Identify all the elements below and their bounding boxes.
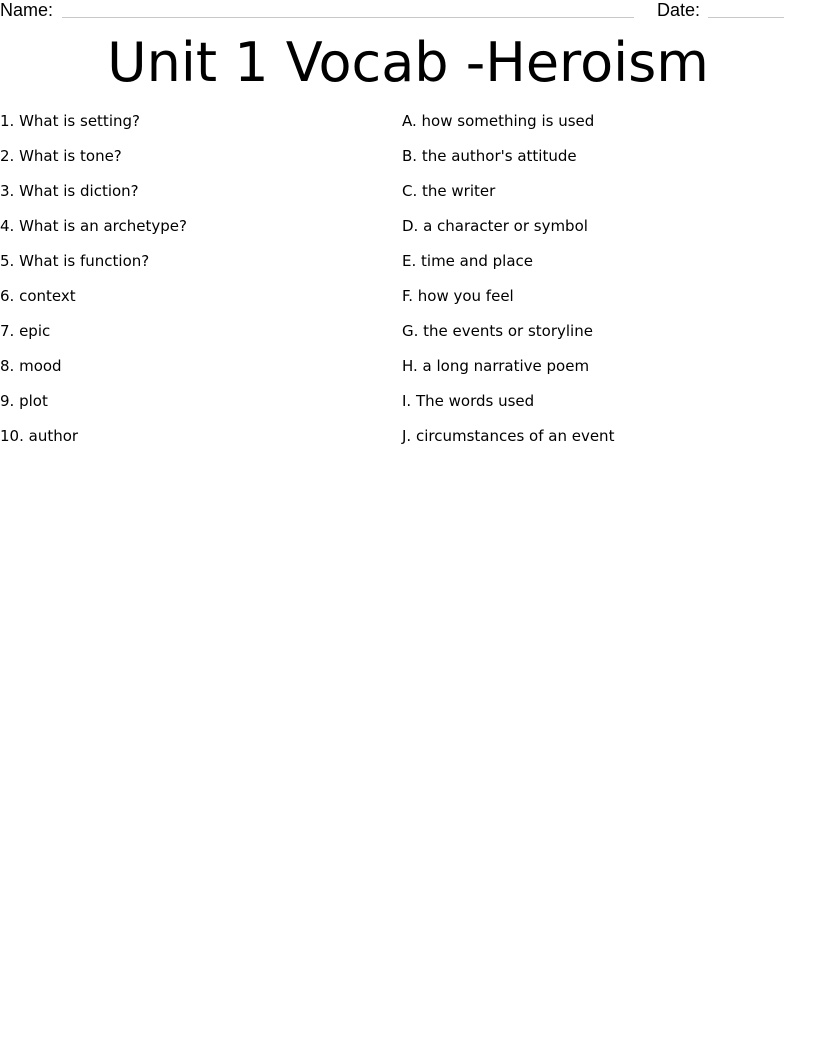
question-item: 1. What is setting? <box>0 112 140 130</box>
question-item: 4. What is an archetype? <box>0 217 187 235</box>
question-item: 9. plot <box>0 392 48 410</box>
date-blank-line <box>708 17 784 18</box>
answer-item: H. a long narrative poem <box>402 357 590 375</box>
answer-item: G. the events or storyline <box>402 322 593 340</box>
answer-item: E. time and place <box>402 252 534 270</box>
answer-item: B. the author's attitude <box>402 147 577 165</box>
answer-item: I. The words used <box>402 392 535 410</box>
answer-item: C. the writer <box>402 182 496 200</box>
question-item: 3. What is diction? <box>0 182 139 200</box>
answer-item: J. circumstances of an event <box>402 427 615 445</box>
worksheet-header <box>0 0 816 24</box>
page-title: Unit 1 Vocab -Heroism <box>107 31 709 94</box>
answer-item: D. a character or symbol <box>402 217 588 235</box>
name-blank-line <box>62 17 634 18</box>
question-item: 5. What is function? <box>0 252 150 270</box>
question-item: 7. epic <box>0 322 51 340</box>
answer-item: F. how you feel <box>402 287 514 305</box>
date-label: Date: <box>657 0 701 20</box>
question-list <box>0 111 390 461</box>
question-item: 8. mood <box>0 357 62 375</box>
question-item: 10. author <box>0 427 79 445</box>
name-label: Name: <box>0 0 54 20</box>
answer-item: A. how something is used <box>402 112 595 130</box>
question-item: 2. What is tone? <box>0 147 122 165</box>
question-item: 6. context <box>0 287 76 305</box>
answer-list <box>402 111 816 461</box>
